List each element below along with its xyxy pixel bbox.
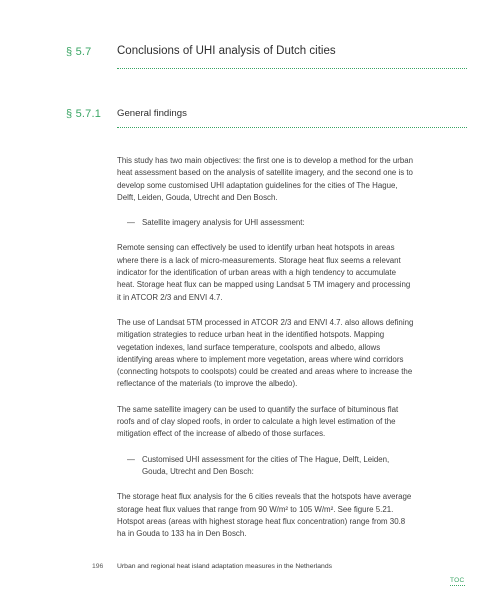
body-text (117, 155, 415, 553)
subsection-number: § 5.7.1 (66, 108, 102, 120)
paragraph-heat-flux: The storage heat flux analysis for the 6 cities reveals that the hotspots have average storage heat flux values that range from 90 W/m² to 105 W/m². See figure 5.21. Hotspot areas (areas with highest storage heat flux concentration) range from 30.8 ha in Gouda to 133 ha in Den Bosch. (117, 492, 412, 539)
toc-link[interactable]: TOC (450, 577, 465, 584)
subsection-divider (117, 127, 467, 128)
subsection-title: General findings (117, 108, 187, 119)
dash-marker: — (127, 454, 135, 464)
paragraph-landsat: The use of Landsat 5TM processed in ATCOR 2/3 and ENVI 4.7. also allows defining mitigation strategies to reduce urban heat in the identified hotspots. Mapping vegetation indexes, land surface temperature, coolspots and albedo, allows identifying areas where to implement more vegetation, areas where wind corridors (connecting hotspots to coolspots) could be created and areas where to increase the reflectance of the materials (to improve the albedo). (117, 317, 414, 389)
bullet-text: Satellite imagery analysis for UHI assessment: (142, 218, 305, 228)
running-title: Urban and regional heat island adaptation measures in the Netherlands (117, 563, 332, 570)
paragraph-roofs: The same satellite imagery can be used to quantify the surface of bituminous flat roofs and of clay sloped roofs, in order to calculate a high level estimation of the mitigation effect of the increase of albedo of those surfaces. (117, 404, 399, 439)
paragraph-remote-sensing: Remote sensing can effectively be used to identify urban heat hotspots in areas where there is a lack of micro-measurements. Storage heat flux seems a relevant indicator for the identification of urban areas with a high tendency to accumulate heat. Storage heat flux can be mapped using Landsat 5 TM imagery and processing it in ATCOR 2/3 and ENVI 4.7. (117, 243, 411, 302)
paragraph-objectives: This study has two main objectives: the first one is to develop a method for the urban heat assessment based on the analysis of satellite imagery, and the second one is to develop some customised UHI adaptation guidelines for the cities of The Hague, Delft, Leiden, Gouda, Utrecht and Den Bosch. (117, 156, 414, 202)
section-title: Conclusions of UHI analysis of Dutch cities (117, 45, 336, 57)
section-number: § 5.7 (66, 46, 92, 58)
dash-marker: — (127, 218, 135, 228)
page-number: 196 (92, 563, 104, 570)
section-divider (117, 68, 467, 69)
bullet-satellite-imagery (117, 217, 415, 229)
bullet-text: Customised UHI assessment for the cities of The Hague, Delft, Leiden, Gouda, Utrecht and Den Bosch: (142, 454, 390, 476)
bullet-customised-assessment (117, 454, 415, 479)
